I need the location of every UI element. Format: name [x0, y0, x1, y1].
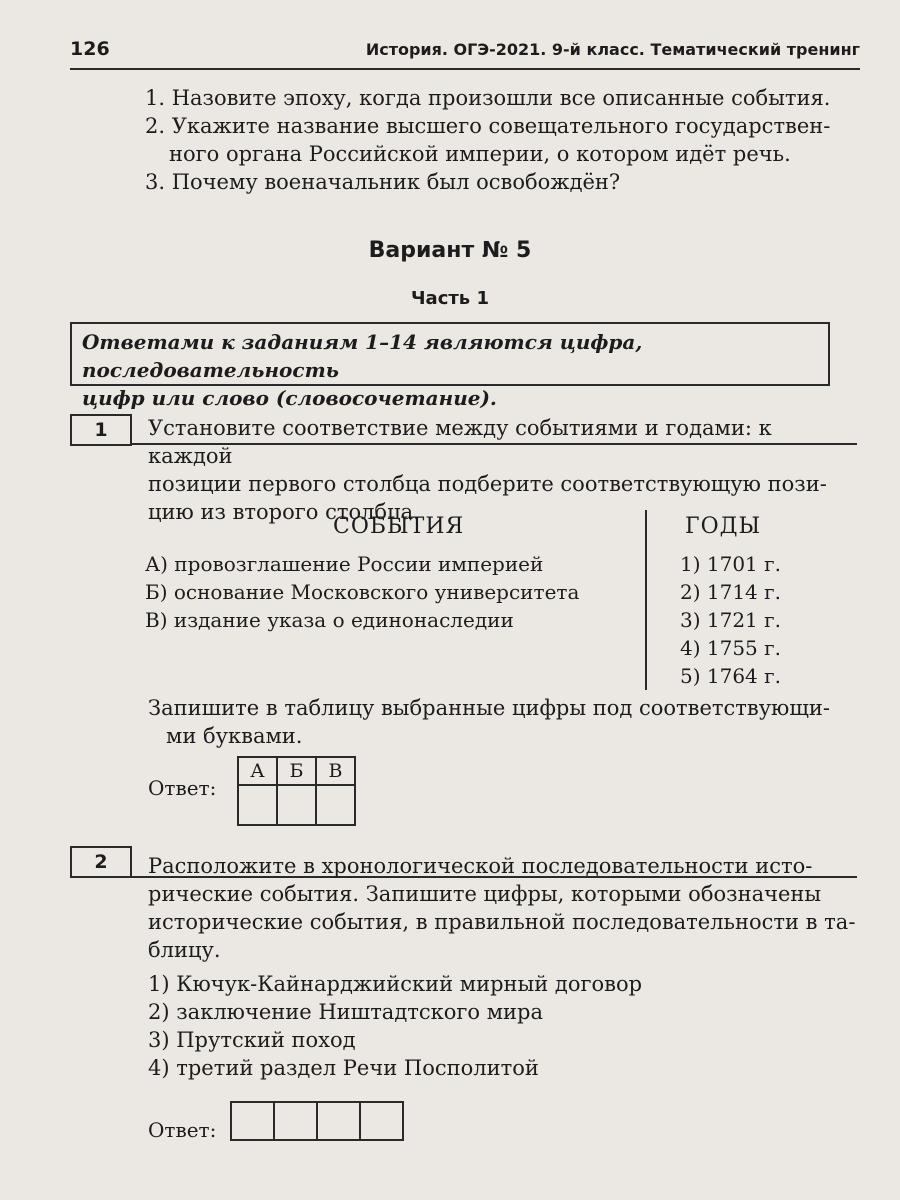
events-header: СОБЫТИЯ — [333, 514, 465, 539]
task-1-text-line: цию из второго столбца. — [148, 500, 420, 524]
task-2-text-line: исторические события, в правильной последовательности в та- — [148, 910, 856, 934]
task-2-text-line: блицу. — [148, 938, 221, 962]
year-item: 1) 1701 г. — [680, 552, 781, 576]
task-2-text-line: рические события. Запишите цифры, которыми обозначены — [148, 882, 822, 906]
part-title: Часть 1 — [411, 288, 489, 309]
task-1-note-line-2: ми буквами. — [166, 724, 303, 748]
page-header — [70, 36, 860, 70]
task-2-text — [148, 852, 858, 964]
instruction-box — [70, 322, 830, 410]
task-1-note-line-1: Запишите в таблицу выбранные цифры под соответствующи- — [148, 696, 830, 720]
task-1-text-line: Установите соответствие между событиями и годами: к каждой — [148, 416, 772, 468]
question-3 — [145, 168, 865, 196]
years-header: ГОДЫ — [685, 514, 762, 539]
year-item: 2) 1714 г. — [680, 580, 781, 604]
answer-header-b: Б — [277, 757, 316, 785]
question-2-line-2: ного органа Российской империи, о котором идёт речь. — [169, 142, 791, 166]
question-3-line: 3. Почему военачальник был освобождён? — [145, 170, 621, 194]
answer-cell-a[interactable] — [238, 785, 277, 825]
event-item: Б) основание Московского университета — [145, 580, 580, 604]
answer-cell-2[interactable] — [274, 1102, 317, 1140]
event-item: В) издание указа о единонаследии — [145, 608, 514, 632]
instruction-line-1: Ответами к заданиям 1–14 являются цифра, последовательность — [82, 330, 643, 382]
task-1-answer-table — [237, 756, 356, 826]
variant-title: Вариант № 5 — [368, 238, 532, 263]
task-2-answer-table — [230, 1101, 404, 1141]
question-1 — [145, 84, 865, 112]
matching-table — [145, 510, 855, 690]
answer-cell-b[interactable] — [277, 785, 316, 825]
year-item: 3) 1721 г. — [680, 608, 781, 632]
answer-cell-4[interactable] — [360, 1102, 403, 1140]
question-list — [145, 84, 865, 196]
option-item: 3) Прутский поход — [148, 1028, 356, 1052]
year-item: 4) 1755 г. — [680, 636, 781, 660]
option-item: 2) заключение Ништадтского мира — [148, 1000, 544, 1024]
task-1-answer-label: Ответ: — [148, 776, 217, 800]
answer-cell-3[interactable] — [317, 1102, 360, 1140]
answer-cell-v[interactable] — [316, 785, 355, 825]
task-2-number: 2 — [70, 846, 132, 878]
question-2-line-1: 2. Укажите название высшего совещательного государствен- — [145, 114, 831, 138]
task-1-note — [148, 694, 858, 750]
answer-header-a: А — [238, 757, 277, 785]
page-number: 126 — [70, 38, 110, 60]
task-2-answer-label: Ответ: — [148, 1118, 217, 1142]
column-divider — [645, 510, 647, 690]
task-1-text-line: позиции первого столбца подберите соответствующую пози- — [148, 472, 827, 496]
event-item: А) провозглашение России империей — [145, 552, 544, 576]
question-2 — [145, 112, 865, 168]
answer-cell-1[interactable] — [231, 1102, 274, 1140]
year-item: 5) 1764 г. — [680, 664, 781, 688]
question-1-line: 1. Назовите эпоху, когда произошли все описанные события. — [145, 86, 831, 110]
task-2-options — [148, 970, 642, 1082]
option-item: 4) третий раздел Речи Посполитой — [148, 1056, 539, 1080]
answer-header-v: В — [316, 757, 355, 785]
option-item: 1) Кючук-Кайнарджийский мирный договор — [148, 972, 643, 996]
task-1-number: 1 — [70, 414, 132, 446]
instruction-line-2: цифр или слово (словосочетание). — [82, 386, 497, 410]
task-2-text-line: Расположите в хронологической последовательности исто- — [148, 854, 813, 878]
running-title: История. ОГЭ-2021. 9-й класс. Тематический тренинг — [365, 40, 860, 59]
